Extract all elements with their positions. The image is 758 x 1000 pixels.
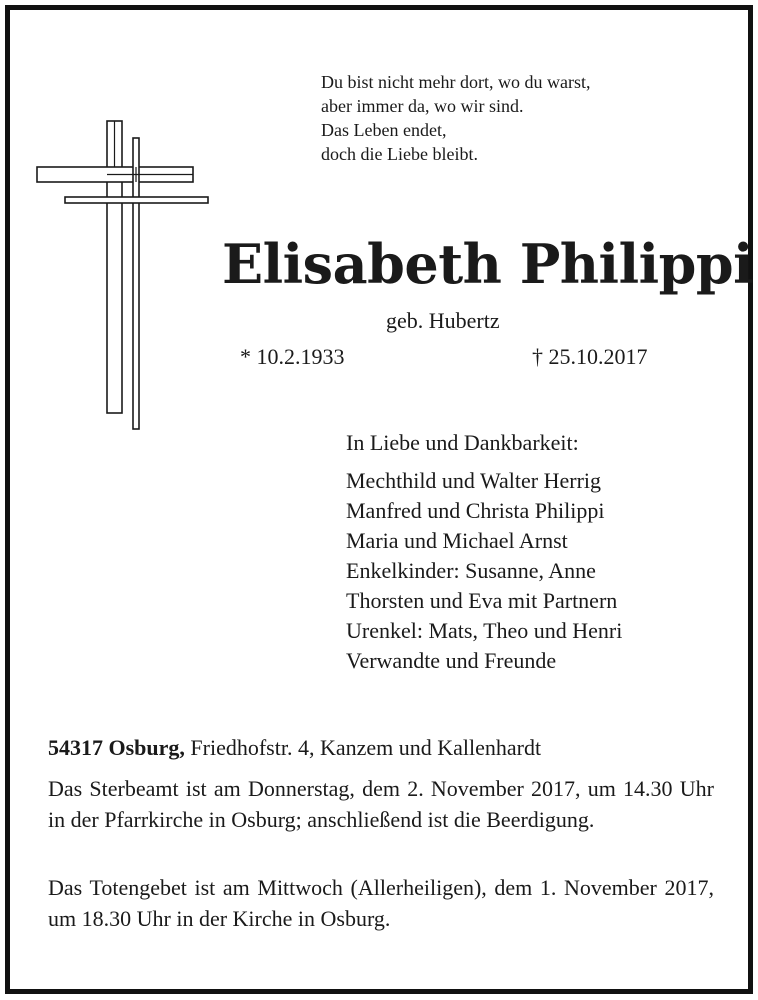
deceased-name: Elisabeth Philippi	[222, 232, 754, 296]
motto-line: Das Leben endet,	[321, 120, 447, 140]
motto-line: doch die Liebe bleibt.	[321, 144, 478, 164]
mourner-line: Maria und Michael Arnst	[346, 528, 568, 553]
death-date: † 25.10.2017	[532, 344, 648, 369]
mourners-intro: In Liebe und Dankbarkeit:	[346, 430, 579, 455]
motto-line: aber immer da, wo wir sind.	[321, 96, 524, 116]
mourners-list	[346, 428, 622, 676]
mourner-line: Enkelkinder: Susanne, Anne	[346, 558, 596, 583]
funeral-notice: Das Sterbeamt ist am Donnerstag, dem 2. November 2017, um 14.30 Uhr in der Pfarrkirche in Osburg; anschließend ist die Beerdigung.	[48, 776, 714, 832]
mourner-line: Urenkel: Mats, Theo und Henri	[346, 618, 623, 643]
mourner-line: Verwandte und Freunde	[346, 648, 557, 673]
mourner-line: Thorsten und Eva mit Partnern	[346, 588, 618, 613]
birth-date: * 10.2.1933	[240, 344, 345, 369]
double-cross-icon	[0, 0, 230, 440]
prayer-notice: Das Totengebet ist am Mittwoch (Allerheiligen), dem 1. November 2017, um 18.30 Uhr in der Kirche in Osburg.	[48, 875, 714, 931]
mourner-line: Mechthild und Walter Herrig	[346, 468, 602, 493]
motto-line: Du bist nicht mehr dort, wo du warst,	[321, 72, 591, 92]
motto-verse	[321, 70, 590, 166]
birth-name: geb. Hubertz	[386, 308, 500, 333]
family-address	[48, 733, 541, 763]
address-rest: Friedhofstr. 4, Kanzem und Kallenhardt	[184, 735, 542, 760]
address-place: 54317 Osburg,	[48, 735, 185, 760]
mourner-line: Manfred und Christa Philippi	[346, 498, 605, 523]
